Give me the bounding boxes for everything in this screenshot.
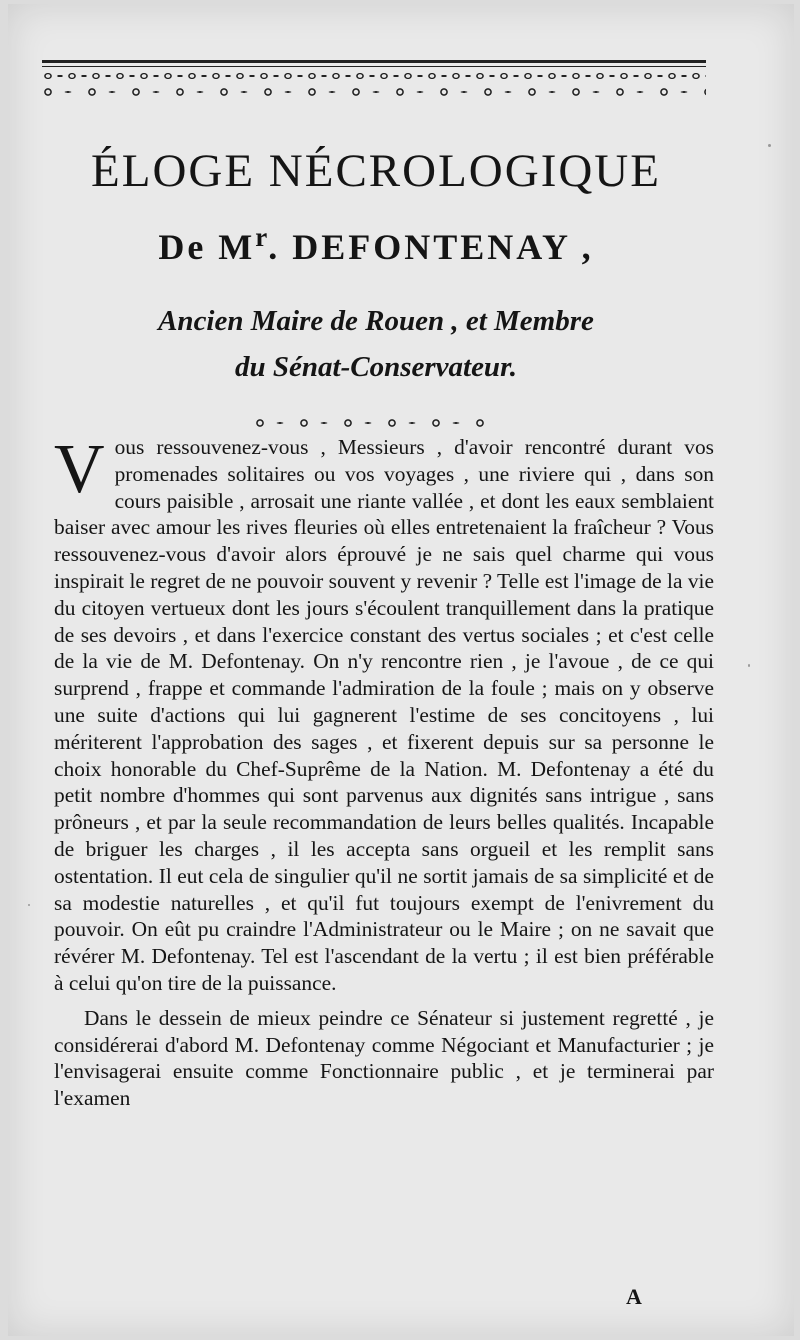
ornament-chain	[42, 69, 706, 83]
ornament-rule	[42, 60, 706, 63]
drop-cap: V	[54, 431, 105, 508]
paragraph-2: Dans le dessein de mieux peindre ce Sénateur si justement regretté , je considérerai d'abord M. Defontenay comme Négociant et Manufacturier ; je l'envisagerai ensuite comme Fonctionnaire public , et je terminerai par l'examen	[54, 1005, 714, 1111]
paragraph-1-text: ous ressouvenez-vous , Messieurs , d'avoir rencontré durant vos promenades solitaires ou vos voyages , une riviere qui , dans son cours paisible , arrosait une riante vallée , et dont les eaux semblaient baiser avec amour les rives fleuries où elles entretenaient la fraîcheur ? Vous ressouvenez-vous d'avoir alors éprouvé je ne sais quel charme qui vous inspirait le regret de ne pouvoir souvent y revenir ? Telle est l'image de la vie du citoyen vertueux dont les jours s'écoulent tranquillement dans la pratique de ses devoirs , et dans l'exercice constant des vertus sociales ; et c'est celle de la vie de M. Defontenay. On n'y rencontre rien , je l'avoue , de ce qui surprend , frappe et commande l'admiration de la foule ; mais on y observe une suite d'actions qui lui gagnerent l'estime de ses concitoyens , lui mériterent l'approbation des sages , et fixerent depuis sur sa personne le choix honorable du Chef-Suprême de la Nation. M. Defontenay a été du petit nombre d'hommes qui sont parvenus aux dignités sans intrigue , sans prôneurs , et par la seule recommandation de leurs belles qualités. Incapable de briguer les charges , il les accepta sans orgueil et les remplit sans ostentation. Il eut cela de singulier qu'il ne sortit jamais de sa simplicité et de sa modestie naturelles , et qu'il fut toujours exempt de l'enivrement du pouvoir. On eût pu craindre l'Administrateur ou le Maire ; on ne savait que révérer M. Defontenay. Tel est l'ascendant de la vertu ; il est bien préférable à celui qu'on tire de la puissance.	[54, 435, 714, 995]
subtitle-name: . DEFONTENAY ,	[268, 227, 594, 267]
paper-speck	[28, 904, 30, 906]
subtitle-superscript: r	[255, 222, 269, 252]
paper-speck	[748, 664, 750, 667]
body-text	[54, 431, 714, 1112]
office-line-2: du Sénat-Conservateur.	[235, 351, 517, 383]
office-description	[44, 298, 708, 390]
document-page	[8, 4, 794, 1336]
subtitle	[44, 222, 708, 268]
signature-mark: A	[626, 1284, 642, 1309]
ornament-rule-thin	[42, 66, 706, 67]
paper-speck	[768, 144, 771, 147]
office-line-1: Ancien Maire de Rouen , et Membre	[158, 305, 594, 337]
header-ornament	[42, 60, 706, 112]
subtitle-prefix: De M	[158, 227, 256, 267]
section-ornament	[254, 416, 484, 430]
paragraph-1	[54, 431, 714, 997]
page-title: ÉLOGE NÉCROLOGIQUE	[91, 145, 661, 197]
ornament-chain	[42, 85, 706, 99]
